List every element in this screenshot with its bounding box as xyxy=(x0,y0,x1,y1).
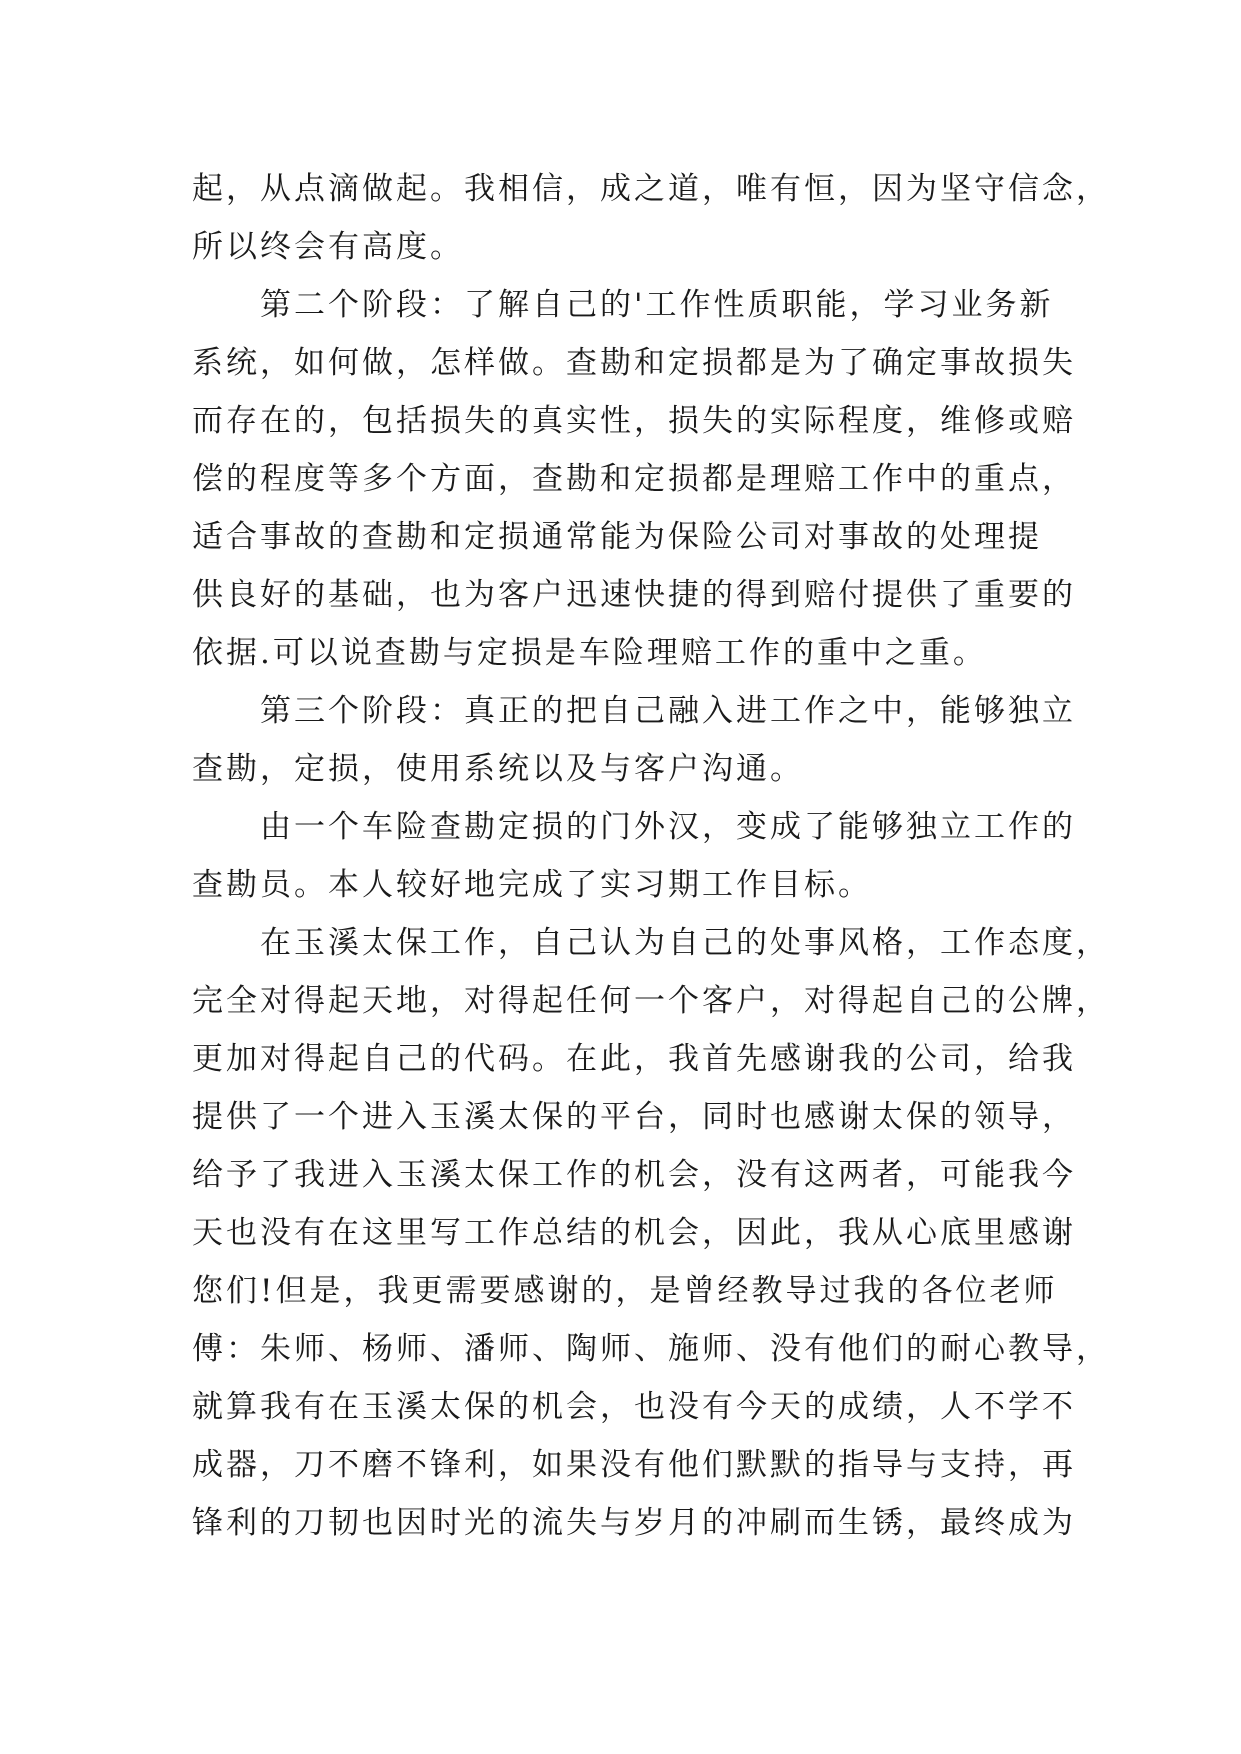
text-line: 您们!但是，我更需要感谢的，是曾经教导过我的各位老师 xyxy=(192,1273,1058,1309)
text-line: 就算我有在玉溪太保的机会，也没有今天的成绩，人不学不 xyxy=(192,1389,1076,1425)
text-line: 查勘，定损，使用系统以及与客户沟通。 xyxy=(192,751,804,787)
text-line: 完全对得起天地，对得起任何一个客户，对得起自己的公牌， xyxy=(192,983,1110,1019)
text-line: 提供了一个进入玉溪太保的平台，同时也感谢太保的领导， xyxy=(192,1099,1076,1135)
text-line: 供良好的基础，也为客户迅速快捷的得到赔付提供了重要的 xyxy=(192,577,1076,613)
text-line: 第三个阶段：真正的把自己融入进工作之中，能够独立 xyxy=(192,693,1076,729)
text-line: 由一个车险查勘定损的门外汉，变成了能够独立工作的 xyxy=(192,809,1076,845)
text-line: 给予了我进入玉溪太保工作的机会，没有这两者，可能我今 xyxy=(192,1157,1076,1193)
text-line: 偿的程度等多个方面，查勘和定损都是理赔工作中的重点， xyxy=(192,461,1076,497)
text-line: 锋利的刀韧也因时光的流失与岁月的冲刷而生锈，最终成为 xyxy=(192,1505,1076,1541)
text-line: 成器，刀不磨不锋利，如果没有他们默默的指导与支持，再 xyxy=(192,1447,1076,1483)
text-line: 系统，如何做，怎样做。查勘和定损都是为了确定事故损失 xyxy=(192,345,1076,381)
text-line: 所以终会有高度。 xyxy=(192,229,464,265)
text-line: 傅：朱师、杨师、潘师、陶师、施师、没有他们的耐心教导， xyxy=(192,1331,1110,1367)
text-line: 适合事故的查勘和定损通常能为保险公司对事故的处理提 xyxy=(192,519,1042,555)
text-line: 更加对得起自己的代码。在此，我首先感谢我的公司，给我 xyxy=(192,1041,1076,1077)
text-line: 天也没有在这里写工作总结的机会，因此，我从心底里感谢 xyxy=(192,1215,1076,1251)
text-line: 第二个阶段：了解自己的'工作性质职能，学习业务新 xyxy=(192,287,1054,323)
body-text xyxy=(192,160,1110,1552)
text-line: 在玉溪太保工作，自己认为自己的处事风格，工作态度， xyxy=(192,925,1110,961)
text-line: 起，从点滴做起。我相信，成之道，唯有恒，因为坚守信念， xyxy=(192,171,1110,207)
text-line: 查勘员。本人较好地完成了实习期工作目标。 xyxy=(192,867,872,903)
text-line: 而存在的，包括损失的真实性，损失的实际程度，维修或赔 xyxy=(192,403,1076,439)
text-line: 依据.可以说查勘与定损是车险理赔工作的重中之重。 xyxy=(192,635,987,671)
